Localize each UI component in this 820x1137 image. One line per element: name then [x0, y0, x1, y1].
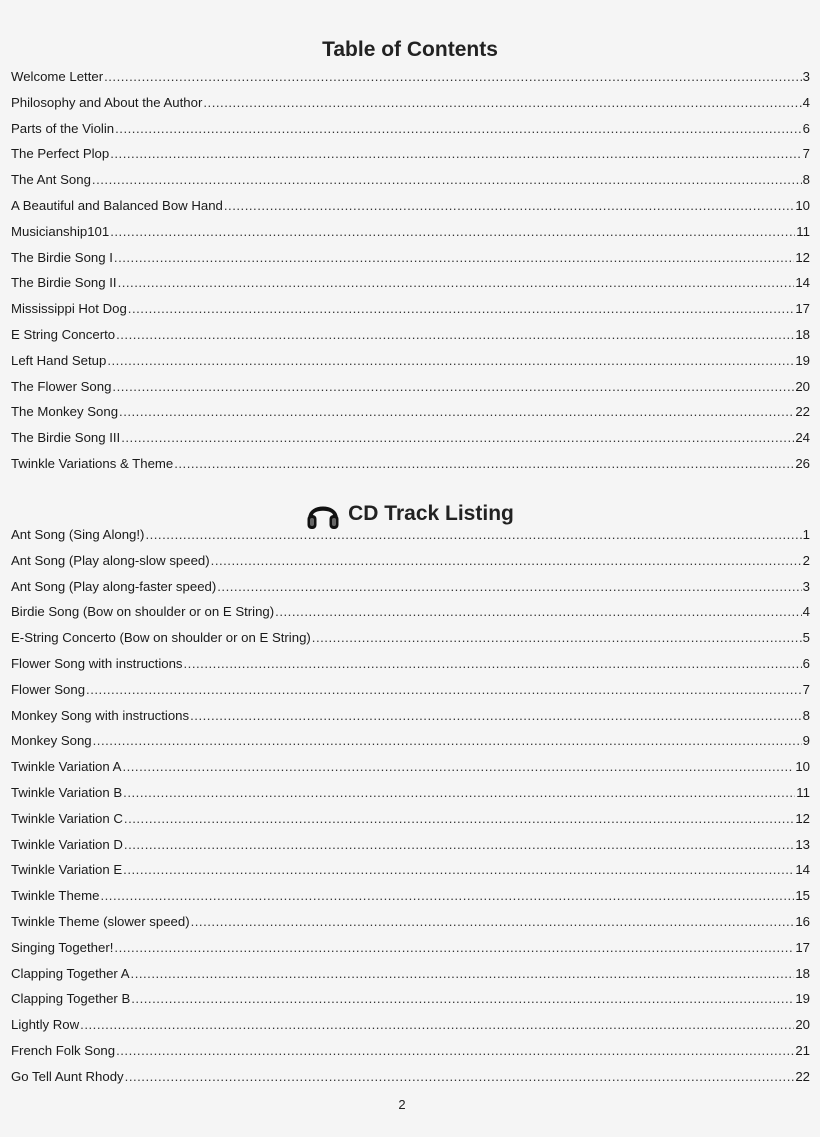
toc-entry-number: 6: [802, 120, 810, 136]
cd-track: [11, 625, 810, 651]
dot-leader: [128, 296, 795, 322]
toc-entry-label: A Beautiful and Balanced Bow Hand: [11, 197, 223, 213]
cd-track-label: Twinkle Theme (slower speed): [11, 913, 190, 929]
toc-entry-label: Welcome Letter: [11, 69, 104, 84]
cd-track-label: Twinkle Variation A: [11, 759, 122, 775]
dot-leader: [123, 780, 795, 806]
toc-entry-number: 4: [802, 94, 810, 110]
toc-entry-label: Musicianship101: [11, 223, 110, 239]
cd-track-number: 19: [795, 991, 810, 1007]
toc-entry-label: The Ant Song: [11, 172, 91, 188]
toc-entry: [11, 245, 810, 271]
dot-leader: [275, 599, 801, 625]
dot-leader: [80, 1012, 794, 1038]
cd-track: [11, 806, 810, 832]
dot-leader: [116, 1038, 794, 1064]
cd-track-label: Twinkle Variation C: [11, 810, 123, 826]
dot-leader: [112, 374, 794, 400]
cd-track-number: 13: [795, 836, 810, 852]
dot-leader: [114, 935, 794, 961]
toc-entry: [11, 270, 810, 296]
toc-entry-number: 3: [802, 69, 810, 84]
cd-track-label: French Folk Song: [11, 1042, 116, 1058]
cd-track-label: Twinkle Variation D: [11, 836, 123, 852]
cd-track-label: Ant Song (Sing Along!): [11, 527, 145, 542]
dot-leader: [92, 167, 802, 193]
toc-entry: [11, 425, 810, 451]
dot-leader: [116, 322, 794, 348]
toc-entry: [11, 348, 810, 374]
dot-leader: [100, 883, 794, 909]
cd-track-number: 12: [795, 810, 810, 826]
cd-track: [11, 574, 810, 600]
dot-leader: [86, 677, 802, 703]
dot-leader: [121, 425, 794, 451]
dot-leader: [104, 64, 802, 90]
toc-entry-number: 19: [795, 352, 810, 368]
toc-entry-number: 17: [795, 301, 810, 317]
toc-entry-label: Mississippi Hot Dog: [11, 301, 127, 317]
cd-track: [11, 599, 810, 625]
cd-track: [11, 986, 810, 1012]
toc-entry: [11, 296, 810, 322]
cd-track: [11, 857, 810, 883]
cd-track-label: E-String Concerto (Bow on shoulder or on E String): [11, 630, 311, 646]
dot-leader: [123, 857, 794, 883]
cd-track: [11, 548, 810, 574]
dot-leader: [114, 245, 794, 271]
cd-track-label: Go Tell Aunt Rhody: [11, 1068, 124, 1084]
toc-entry-label: The Birdie Song I: [11, 249, 113, 265]
toc-entry: [11, 193, 810, 219]
cd-track-number: 16: [795, 913, 810, 929]
cd-track: [11, 728, 810, 754]
toc-entry: [11, 374, 810, 400]
toc-entry: [11, 451, 810, 477]
dot-leader: [119, 399, 794, 425]
toc-list: [11, 64, 810, 477]
toc-entry: [11, 116, 810, 142]
dot-leader: [118, 270, 795, 296]
toc-entry-label: The Monkey Song: [11, 404, 119, 420]
toc-title: Table of Contents: [322, 38, 498, 61]
cd-track-label: Clapping Together A: [11, 965, 130, 981]
cd-track-list: [11, 522, 810, 1090]
toc-entry-number: 24: [795, 430, 810, 446]
cd-track: [11, 935, 810, 961]
cd-track: [11, 883, 810, 909]
toc-entry: [11, 219, 810, 245]
dot-leader: [110, 219, 795, 245]
dot-leader: [115, 116, 802, 142]
cd-track-label: Lightly Row: [11, 1017, 80, 1033]
dot-leader: [131, 961, 795, 987]
dot-leader: [131, 986, 794, 1012]
toc-entry-label: Philosophy and About the Author: [11, 94, 203, 110]
dot-leader: [110, 141, 801, 167]
cd-track-label: Monkey Song: [11, 733, 92, 749]
cd-track: [11, 522, 810, 548]
cd-track-number: 10: [795, 759, 810, 775]
cd-track-label: Flower Song with instructions: [11, 655, 183, 671]
toc-entry-number: 20: [795, 378, 810, 394]
dot-leader: [184, 651, 802, 677]
toc-entry-number: 7: [802, 146, 810, 162]
cd-track-number: 14: [795, 862, 810, 878]
cd-track-number: 9: [802, 733, 810, 749]
cd-track-number: 18: [795, 965, 810, 981]
toc-entry-label: The Perfect Plop: [11, 146, 110, 162]
cd-track: [11, 651, 810, 677]
dot-leader: [224, 193, 794, 219]
dot-leader: [124, 806, 794, 832]
dot-leader: [93, 728, 802, 754]
toc-entry-label: E String Concerto: [11, 326, 116, 342]
toc-entry: [11, 399, 810, 425]
dot-leader: [217, 574, 801, 600]
cd-track-number: 6: [802, 655, 810, 671]
cd-track: [11, 754, 810, 780]
toc-entry-number: 26: [795, 455, 810, 471]
dot-leader: [107, 348, 794, 374]
dot-leader: [191, 909, 795, 935]
toc-entry-label: Twinkle Variations & Theme: [11, 455, 174, 471]
cd-track-label: Ant Song (Play along-faster speed): [11, 578, 217, 594]
toc-entry: [11, 167, 810, 193]
toc-entry: [11, 141, 810, 167]
dot-leader: [124, 832, 794, 858]
toc-entry-label: Parts of the Violin: [11, 120, 115, 136]
cd-track-number: 20: [795, 1017, 810, 1033]
cd-track-label: Twinkle Theme: [11, 888, 100, 904]
cd-track-number: 21: [795, 1042, 810, 1058]
cd-track: [11, 909, 810, 935]
cd-track: [11, 1012, 810, 1038]
cd-track-label: Birdie Song (Bow on shoulder or on E String): [11, 604, 275, 620]
cd-track-number: 15: [795, 888, 810, 904]
toc-entry-label: The Flower Song: [11, 378, 112, 394]
toc-entry-label: The Birdie Song II: [11, 275, 117, 291]
cd-track-label: Twinkle Variation E: [11, 862, 123, 878]
cd-track: [11, 1038, 810, 1064]
cd-track-number: 5: [802, 630, 810, 646]
toc-entry-number: 18: [795, 326, 810, 342]
toc-entry-number: 8: [802, 172, 810, 188]
cd-track-label: Singing Together!: [11, 939, 114, 955]
cd-track-number: 1: [802, 527, 810, 542]
dot-leader: [190, 703, 802, 729]
dot-leader: [125, 1064, 795, 1090]
cd-track-number: 7: [802, 681, 810, 697]
cd-track: [11, 677, 810, 703]
toc-entry-number: 22: [795, 404, 810, 420]
cd-track-number: 22: [795, 1068, 810, 1084]
cd-track-number: 3: [802, 578, 810, 594]
cd-track: [11, 703, 810, 729]
cd-track: [11, 1064, 810, 1090]
toc-entry: [11, 90, 810, 116]
toc-entry-number: 10: [795, 197, 810, 213]
toc-entry-number: 14: [795, 275, 810, 291]
cd-track-number: 8: [802, 707, 810, 723]
toc-entry-label: The Birdie Song III: [11, 430, 121, 446]
cd-track: [11, 780, 810, 806]
cd-track-label: Clapping Together B: [11, 991, 131, 1007]
dot-leader: [122, 754, 794, 780]
cd-track-number: 4: [802, 604, 810, 620]
cd-track-number: 17: [795, 939, 810, 955]
dot-leader: [145, 522, 801, 548]
cd-track: [11, 832, 810, 858]
cd-track: [11, 961, 810, 987]
cd-track-label: Flower Song: [11, 681, 86, 697]
toc-entry-label: Left Hand Setup: [11, 352, 107, 368]
cd-track-label: Monkey Song with instructions: [11, 707, 190, 723]
toc-entry-number: 12: [795, 249, 810, 265]
toc-entry: [11, 64, 810, 90]
page-number: 2: [398, 1097, 406, 1112]
cd-track-number: 2: [802, 552, 810, 568]
cd-track-label: Twinkle Variation B: [11, 784, 123, 800]
dot-leader: [211, 548, 802, 574]
dot-leader: [203, 90, 801, 116]
dot-leader: [174, 451, 794, 477]
cd-track-number: 11: [796, 784, 810, 800]
dot-leader: [312, 625, 802, 651]
toc-entry-number: 11: [796, 223, 810, 239]
cd-track-label: Ant Song (Play along-slow speed): [11, 552, 210, 568]
cd-track-listing-title: CD Track Listing: [348, 502, 514, 525]
toc-entry: [11, 322, 810, 348]
